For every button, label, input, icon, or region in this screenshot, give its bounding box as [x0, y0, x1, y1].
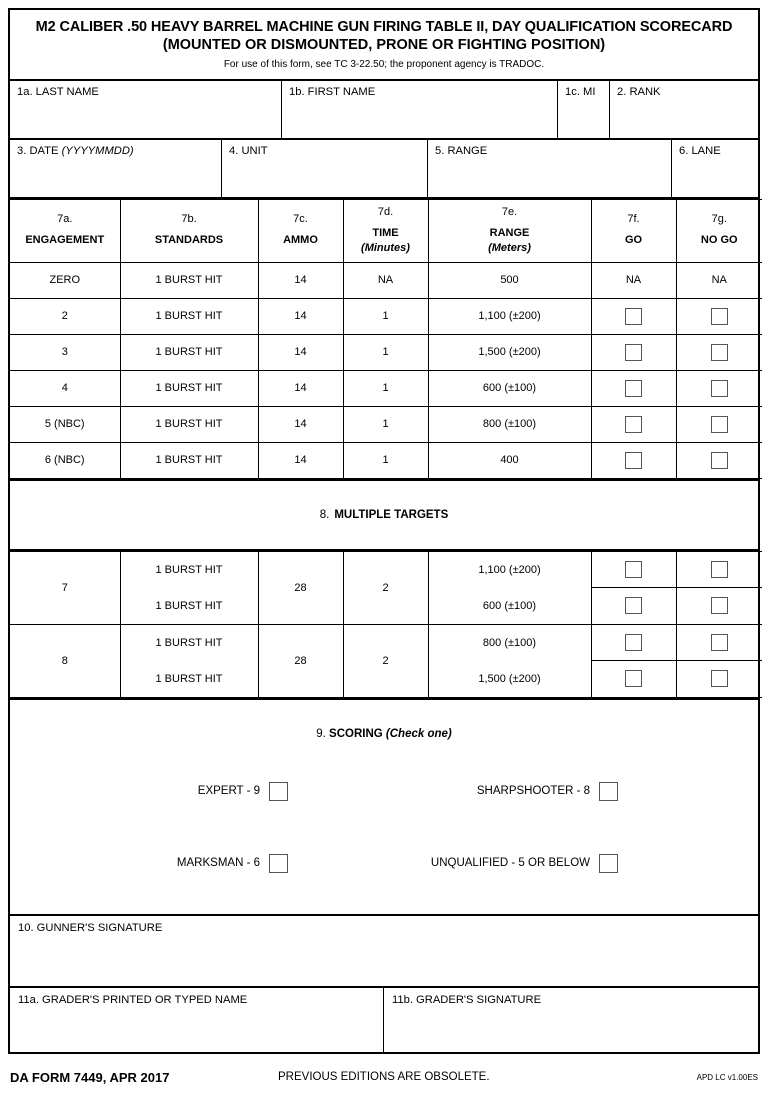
scoring-option-unqualified-label: UNQUALIFIED - 5 OR BELOW: [430, 857, 590, 869]
cell-ammo: 14: [258, 406, 343, 442]
column-header-no-go: [676, 199, 762, 262]
cell-no-go-line-1: [677, 625, 763, 661]
cell-engagement: 2: [10, 298, 120, 334]
table-row: [10, 406, 762, 442]
column-number-7d: 7d.: [377, 205, 394, 218]
no-go-checkbox[interactable]: [711, 561, 728, 578]
cell-time: NA: [343, 262, 428, 298]
cell-go: NA: [591, 262, 676, 298]
column-label-ammo: AMMO: [283, 234, 318, 247]
cell-no-go: [676, 298, 762, 334]
cell-ammo: 14: [258, 442, 343, 478]
scoring-option-sharpshooter-label: SHARPSHOOTER - 8: [476, 785, 590, 797]
cell-engagement: ZERO: [10, 262, 120, 298]
field-first-name[interactable]: [282, 81, 558, 138]
multiple-targets-table: [10, 551, 762, 698]
table-row: [10, 442, 762, 478]
marksman-checkbox[interactable]: [269, 854, 288, 873]
engagement-table: [10, 199, 762, 479]
go-checkbox[interactable]: [625, 308, 642, 325]
cell-go: [591, 442, 676, 478]
form-footer: [8, 1068, 760, 1094]
no-go-checkbox[interactable]: [711, 344, 728, 361]
cell-range: [428, 551, 591, 624]
event-field-row: [10, 140, 758, 199]
cell-engagement: 7: [10, 551, 120, 624]
no-go-checkbox[interactable]: [711, 597, 728, 614]
cell-range-line-2: 600 (±100): [482, 599, 537, 612]
go-checkbox[interactable]: [625, 597, 642, 614]
cell-time: 1: [343, 334, 428, 370]
cell-range-line-1: 1,100 (±200): [478, 563, 541, 576]
field-grader-signature[interactable]: [384, 988, 758, 1052]
cell-engagement: 4: [10, 370, 120, 406]
cell-go-line-2: [592, 661, 676, 697]
field-grader-printed-name[interactable]: [10, 988, 384, 1052]
cell-range-line-1: 800 (±100): [482, 636, 537, 649]
footer-version: APD LC v1.00ES: [696, 1073, 758, 1082]
cell-engagement: 3: [10, 334, 120, 370]
go-checkbox[interactable]: [625, 634, 642, 651]
scoring-option-sharpshooter[interactable]: [340, 782, 618, 801]
cell-standards-line-2: 1 BURST HIT: [155, 672, 223, 685]
cell-standards: 1 BURST HIT: [120, 298, 258, 334]
table-row: [10, 298, 762, 334]
column-header-engagement: [10, 199, 120, 262]
cell-go: [591, 624, 676, 697]
form-page: [8, 8, 760, 1054]
cell-no-go-line-1: [677, 552, 763, 588]
footer-note: PREVIOUS EDITIONS ARE OBSOLETE.: [278, 1071, 490, 1083]
footer-form-id: DA FORM 7449, APR 2017: [10, 1070, 170, 1085]
cell-standards: [120, 624, 258, 697]
cell-time: 1: [343, 406, 428, 442]
identity-field-row: [10, 81, 758, 140]
go-checkbox[interactable]: [625, 344, 642, 361]
go-checkbox[interactable]: [625, 452, 642, 469]
cell-go-line-1: [592, 625, 676, 661]
cell-standards: 1 BURST HIT: [120, 370, 258, 406]
cell-time: 1: [343, 442, 428, 478]
no-go-checkbox[interactable]: [711, 452, 728, 469]
scoring-option-unqualified[interactable]: [340, 854, 618, 873]
cell-standards-line-1: 1 BURST HIT: [155, 636, 223, 649]
cell-time: 2: [343, 551, 428, 624]
cell-go-line-1: [592, 552, 676, 588]
cell-range-line-2: 1,500 (±200): [478, 672, 541, 685]
cell-go: [591, 298, 676, 334]
cell-go: [591, 551, 676, 624]
field-unit-label: 4. UNIT: [229, 144, 268, 157]
cell-range: 1,500 (±200): [428, 334, 591, 370]
cell-ammo: 28: [258, 624, 343, 697]
multiple-targets-heading: [10, 479, 758, 551]
cell-no-go: [676, 334, 762, 370]
cell-go-line-2: [592, 588, 676, 624]
column-header-go: [591, 199, 676, 262]
cell-no-go-line-2: [677, 661, 763, 697]
cell-ammo: 14: [258, 262, 343, 298]
cell-ammo: 28: [258, 551, 343, 624]
go-checkbox[interactable]: [625, 380, 642, 397]
column-label-engagement: ENGAGEMENT: [25, 234, 105, 247]
column-label-no-go: NO GO: [700, 234, 738, 247]
field-range[interactable]: [428, 140, 672, 197]
table-row: [10, 370, 762, 406]
cell-range: [428, 624, 591, 697]
cell-standards: 1 BURST HIT: [120, 442, 258, 478]
cell-time: 1: [343, 298, 428, 334]
cell-no-go: NA: [676, 262, 762, 298]
grader-signature-row: [10, 988, 758, 1052]
column-label-go: GO: [624, 234, 643, 247]
sharpshooter-checkbox[interactable]: [599, 782, 618, 801]
cell-ammo: 14: [258, 334, 343, 370]
multiple-targets-number: 8.: [319, 508, 330, 521]
cell-range: 500: [428, 262, 591, 298]
scoring-heading: [10, 700, 758, 740]
field-middle-initial-label: 1c. MI: [565, 85, 596, 98]
column-header-standards: [120, 199, 258, 262]
cell-no-go-line-2: [677, 588, 763, 624]
column-number-7g: 7g.: [711, 213, 727, 226]
field-lane[interactable]: [672, 140, 758, 197]
column-header-ammo: [258, 199, 343, 262]
column-sublabel-range: (Meters): [488, 241, 531, 254]
cell-engagement: 6 (NBC): [10, 442, 120, 478]
cell-go: [591, 406, 676, 442]
multiple-targets-label: MULTIPLE TARGETS: [334, 508, 449, 521]
no-go-checkbox[interactable]: [711, 634, 728, 651]
field-unit[interactable]: [222, 140, 428, 197]
column-number-7c: 7c.: [293, 213, 308, 226]
cell-engagement: 8: [10, 624, 120, 697]
column-number-7b: 7b.: [181, 213, 197, 226]
column-header-time: [343, 199, 428, 262]
go-checkbox[interactable]: [625, 561, 642, 578]
cell-no-go: [676, 442, 762, 478]
cell-ammo: 14: [258, 298, 343, 334]
column-number-7e: 7e.: [501, 205, 518, 218]
scoring-section: [10, 698, 758, 916]
scoring-number: 9.: [316, 727, 326, 740]
cell-time: 2: [343, 624, 428, 697]
cell-no-go: [676, 370, 762, 406]
field-last-name[interactable]: [10, 81, 282, 138]
column-header-range: [428, 199, 591, 262]
cell-go: [591, 370, 676, 406]
cell-standards-line-1: 1 BURST HIT: [155, 563, 223, 576]
column-number-7a: 7a.: [57, 213, 73, 226]
cell-no-go: [676, 551, 762, 624]
cell-standards: 1 BURST HIT: [120, 334, 258, 370]
field-date-label: 3. DATE (YYYYMMDD): [17, 144, 134, 157]
go-checkbox[interactable]: [625, 670, 642, 687]
field-last-name-label: 1a. LAST NAME: [17, 85, 99, 98]
no-go-checkbox[interactable]: [711, 308, 728, 325]
no-go-checkbox[interactable]: [711, 670, 728, 687]
cell-engagement: 5 (NBC): [10, 406, 120, 442]
cell-standards: [120, 551, 258, 624]
expert-checkbox[interactable]: [269, 782, 288, 801]
cell-standards: 1 BURST HIT: [120, 406, 258, 442]
cell-time: 1: [343, 370, 428, 406]
table-row: [10, 262, 762, 298]
column-number-7f: 7f.: [627, 213, 640, 226]
scoring-option-expert[interactable]: [40, 782, 288, 801]
table-row: [10, 334, 762, 370]
cell-no-go: [676, 624, 762, 697]
cell-range: 800 (±100): [428, 406, 591, 442]
column-label-range: RANGE: [489, 226, 530, 239]
scoring-option-expert-label: EXPERT - 9: [197, 785, 260, 797]
field-grader-printed-name-label: 11a. GRADER'S PRINTED OR TYPED NAME: [18, 993, 248, 1006]
column-label-time: TIME: [372, 226, 399, 239]
unqualified-checkbox[interactable]: [599, 854, 618, 873]
field-rank[interactable]: [610, 81, 758, 138]
field-lane-label: 6. LANE: [679, 144, 721, 157]
table-row: [10, 551, 762, 624]
form-title-line-1: M2 CALIBER .50 HEAVY BARREL MACHINE GUN FIRING TABLE II, DAY QUALIFICATION SCORECARD: [35, 19, 733, 35]
scoring-option-marksman[interactable]: [40, 854, 288, 873]
field-grader-signature-label: 11b. GRADER'S SIGNATURE: [392, 993, 542, 1006]
field-first-name-label: 1b. FIRST NAME: [289, 85, 376, 98]
column-sublabel-time: (Minutes): [361, 241, 410, 254]
cell-go: [591, 334, 676, 370]
cell-range: 1,100 (±200): [428, 298, 591, 334]
column-label-standards: STANDARDS: [154, 234, 224, 247]
form-title-block: [10, 10, 758, 81]
go-checkbox[interactable]: [625, 416, 642, 433]
field-gunner-signature-label: 10. GUNNER'S SIGNATURE: [18, 921, 163, 934]
scoring-option-marksman-label: MARKSMAN - 6: [176, 857, 260, 869]
gunner-signature-row: [10, 916, 758, 988]
form-title-line-2: (MOUNTED OR DISMOUNTED, PRONE OR FIGHTING POSITION): [162, 37, 606, 54]
cell-ammo: 14: [258, 370, 343, 406]
cell-standards: 1 BURST HIT: [120, 262, 258, 298]
no-go-checkbox[interactable]: [711, 416, 728, 433]
no-go-checkbox[interactable]: [711, 380, 728, 397]
field-range-label: 5. RANGE: [435, 144, 488, 157]
scoring-note: (Check one): [385, 727, 452, 740]
cell-range: 400: [428, 442, 591, 478]
cell-range: 600 (±100): [428, 370, 591, 406]
cell-no-go: [676, 406, 762, 442]
field-date[interactable]: [10, 140, 222, 197]
field-date-format-hint: (YYYYMMDD): [61, 144, 134, 157]
form-subtitle: For use of this form, see TC 3-22.50; the proponent agency is TRADOC.: [223, 58, 545, 70]
field-gunner-signature[interactable]: [10, 916, 758, 986]
field-middle-initial[interactable]: [558, 81, 610, 138]
table-row: [10, 624, 762, 697]
field-rank-label: 2. RANK: [617, 85, 661, 98]
engagement-table-header-row: [10, 199, 762, 262]
scoring-label: SCORING: [329, 727, 383, 740]
cell-standards-line-2: 1 BURST HIT: [155, 599, 223, 612]
